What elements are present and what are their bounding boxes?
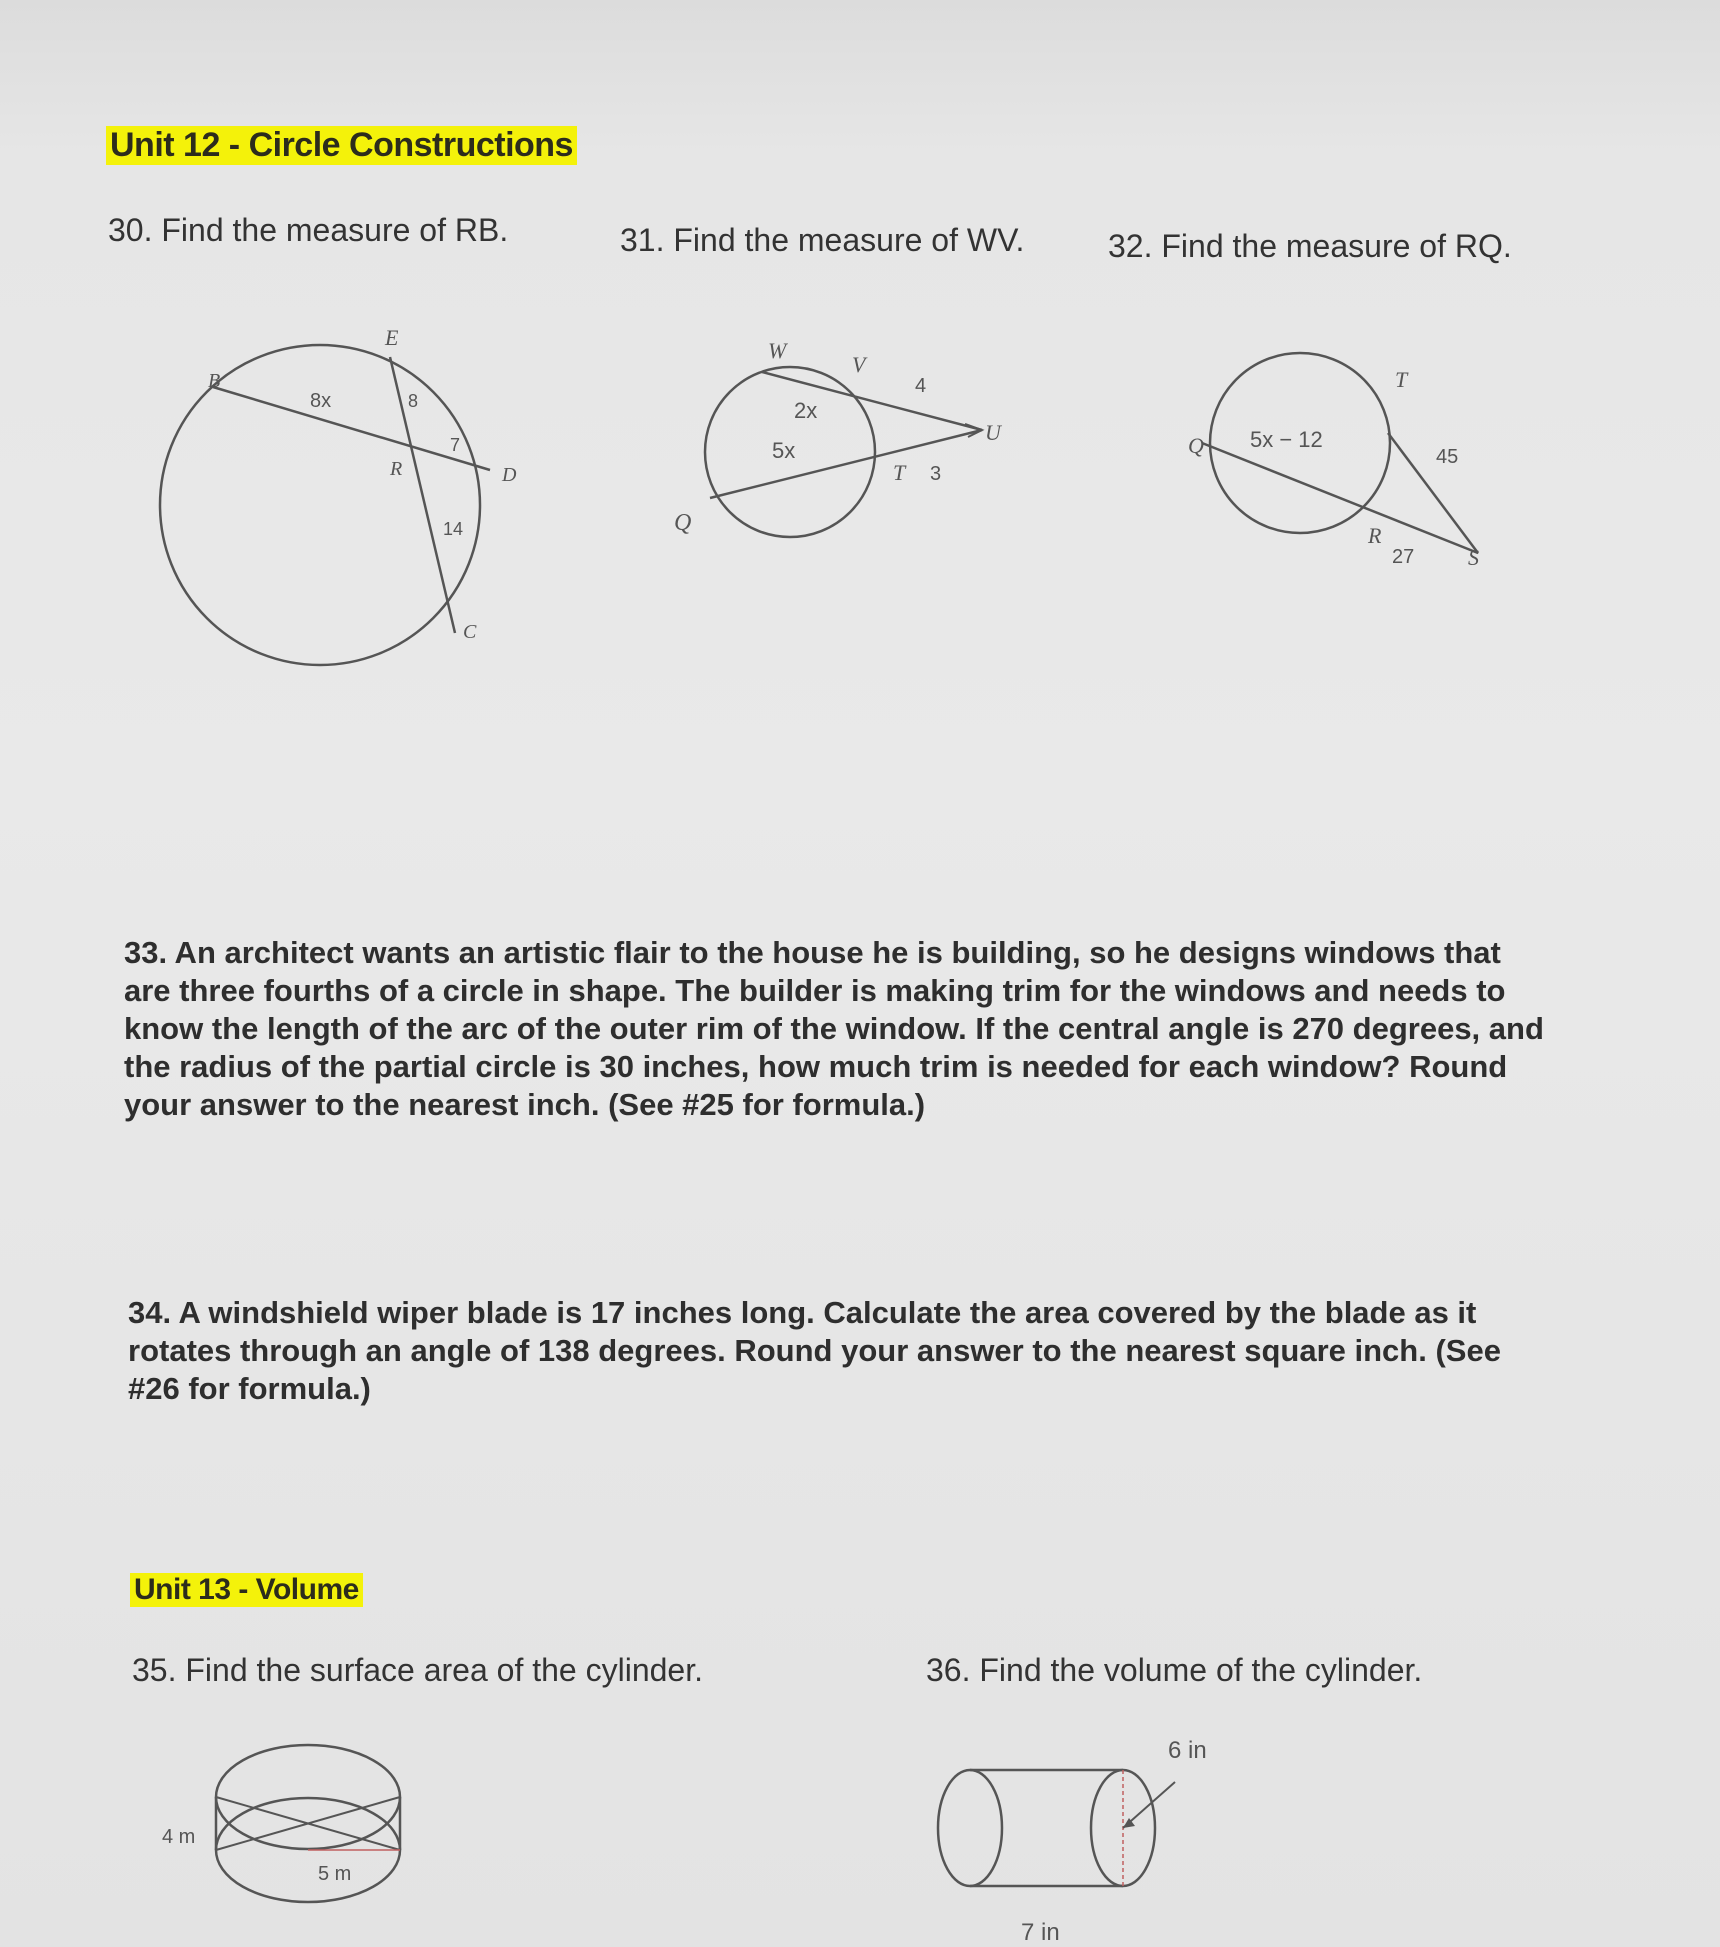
segment-45: 45 [1436, 446, 1459, 468]
segment-8x: 8x [310, 390, 332, 412]
segment-7: 7 [450, 435, 461, 455]
label-e: E [385, 325, 399, 350]
chord-ec [390, 357, 455, 633]
question-35: 35. Find the surface area of the cylinder. [132, 1652, 703, 1688]
label-d: D [502, 464, 517, 486]
segment-27: 27 [1392, 546, 1415, 568]
segment-3: 3 [930, 463, 942, 485]
segment-4: 4 [915, 375, 927, 397]
figure-32-tangent-secant [1160, 325, 1520, 585]
label-r: R [1368, 523, 1382, 548]
question-31: 31. Find the measure of WV. [620, 222, 1025, 258]
segment-8: 8 [408, 391, 419, 411]
label-v: V [852, 352, 866, 377]
segment-5x: 5x [772, 438, 796, 463]
label-t: T [1395, 367, 1408, 392]
label-q: Q [674, 510, 692, 536]
radius-label: 6 in [1168, 1737, 1207, 1764]
secant-qu [710, 430, 982, 498]
question-33: 33. An architect wants an artistic flair to the house he is building, so he designs windows that are three fourths of a circle in shape. The builder is making trim for the windows and needs to know the length of the arc of the outer rim of the window. If the central angle is 270 degrees, and the radius of the partial circle is 30 inches, how much trim is needed for each window? Round your answer to the nearest inch. (See #25 for formula.) [124, 935, 1544, 1122]
question-30: 30. Find the measure of RB. [108, 212, 509, 248]
radius-label: 5 m [318, 1863, 352, 1885]
segment-14: 14 [443, 519, 464, 539]
label-w: W [768, 338, 787, 363]
question-34: 34. A windshield wiper blade is 17 inches long. Calculate the area covered by the blade as it rotates through an angle of 138 degrees. Round your answer to the nearest square inch. (See #26 for formula.) [128, 1295, 1501, 1406]
question-36: 36. Find the volume of the cylinder. [926, 1652, 1423, 1688]
label-s: S [1468, 545, 1479, 570]
arrow-u [965, 424, 982, 437]
label-q: Q [1188, 433, 1204, 458]
chord-bd [213, 387, 490, 470]
question-32: 32. Find the measure of RQ. [1108, 228, 1512, 264]
unit-13-title: Unit 13 - Volume [130, 1573, 363, 1607]
segment-5x-minus-12: 5x − 12 [1250, 427, 1323, 452]
label-c: C [463, 621, 477, 643]
height-label: 4 m [162, 1826, 196, 1848]
figure-35-cylinder [150, 1735, 430, 1947]
label-b: B [208, 370, 221, 392]
height-label: 7 in [1021, 1919, 1060, 1942]
cylinder-left-end [938, 1770, 1002, 1886]
label-r: R [390, 458, 403, 480]
figure-36-cylinder [925, 1722, 1245, 1942]
label-u: U [985, 420, 1001, 445]
label-t: T [893, 460, 906, 485]
unit-12-title: Unit 12 - Circle Constructions [106, 126, 577, 165]
figure-30-intersecting-chords [150, 315, 530, 675]
segment-2x: 2x [794, 398, 818, 423]
figure-31-secants [660, 330, 1020, 570]
